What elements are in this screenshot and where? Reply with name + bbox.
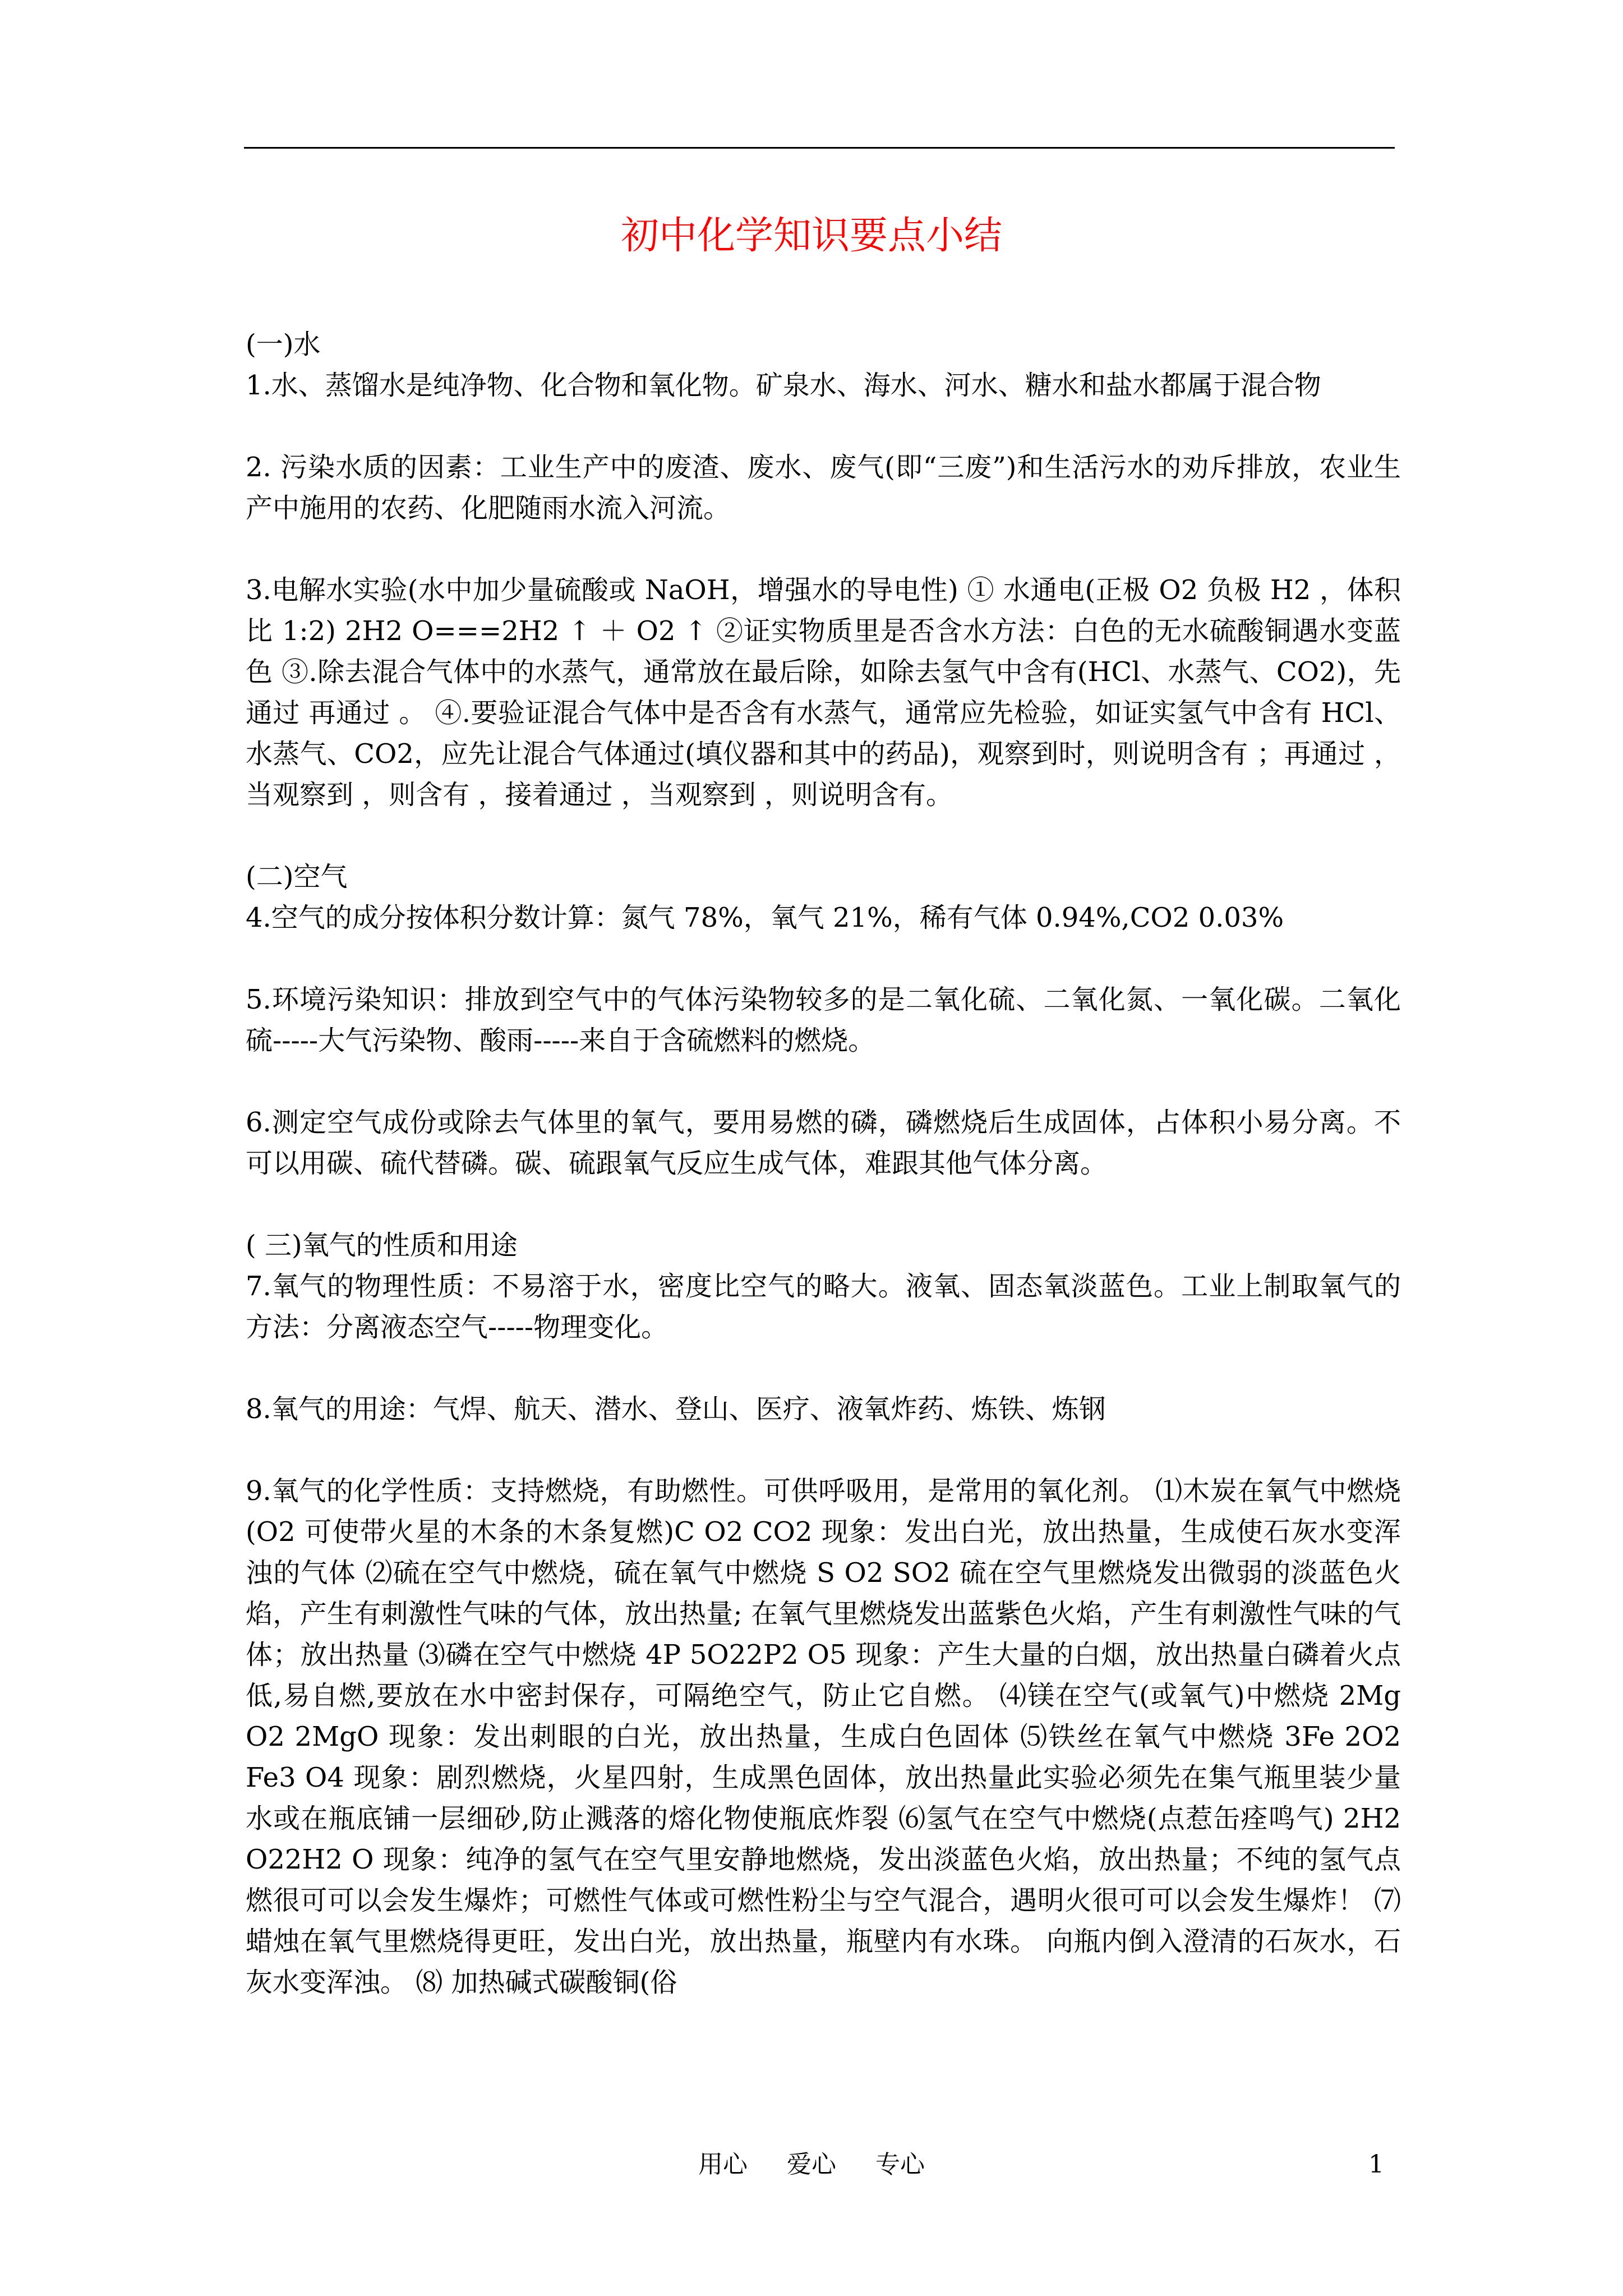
paragraph: 2. 污染水质的因素：工业生产中的废渣、废水、废气(即“三废”)和生活污水的劝斥排放，农业生产中施用的农药、化肥随雨水流入河流。 [246, 452, 1401, 524]
header-rule [244, 147, 1395, 149]
paragraph-gap [246, 816, 1401, 857]
paragraph-gap [246, 1184, 1401, 1225]
paragraph: 1.水、蒸馏水是纯净物、化合物和氧化物。矿泉水、海水、河水、糖水和盐水都属于混合物 [246, 370, 1321, 401]
paragraph: 4.空气的成分按体积分数计算：氮气 78%，氧气 21%，稀有气体 0.94%,CO2 0.03% [246, 902, 1284, 933]
paragraph: 8.氧气的用途：气焊、航天、潜水、登山、医疗、液氧炸药、炼铁、炼钢 [246, 1393, 1106, 1425]
paragraph-gap [246, 406, 1401, 447]
paragraph-gap [246, 1430, 1401, 1471]
footer-motto-2: 爱心 [787, 2150, 836, 2179]
footer-motto-3: 专心 [875, 2150, 925, 2179]
paragraph: 3.电解水实验(水中加少量硫酸或 NaOH，增强水的导电性) ① 水通电(正极 O2 负极 H2 ，体积比 1:2) 2H2 O===2H2 ↑ ＋ O2 ↑ ②证实物质里是否含水方法：白色的无水硫酸铜遇水变蓝色 ③.除去混合气体中的水蒸气，通常放在最后除，如除去氢气中含有(HCl、水蒸气、CO2)，先通过 再通过 。 ④.要验证混合气体中是否含有水蒸气，通常应先检验，如证实氢气中含有 HCl、水蒸气、CO2，应先让混合气体通过(填仪器和其中的药品)，观察到时，则说明含有 ；再通过 ，当观察到 ，则含有 ，接着通过 ，当观察到 ，则说明含有。 [246, 574, 1401, 811]
document-title: 初中化学知识要点小结 [620, 214, 1002, 258]
footer-motto-1: 用心 [698, 2150, 748, 2179]
section-heading: (一)水 [246, 329, 321, 360]
paragraph: 6.测定空气成份或除去气体里的氧气，要用易燃的磷，磷燃烧后生成固体，占体积小易分离。不可以用碳、硫代替磷。碳、硫跟氧气反应生成气体，难跟其他气体分离。 [246, 1107, 1401, 1179]
paragraph: 9.氧气的化学性质：支持燃烧，有助燃性。可供呼吸用，是常用的氧化剂。 ⑴木炭在氧气中燃烧(O2 可使带火星的木条的木条复燃)C O2 CO2 现象：发出白光，放出热量，生成使石灰水变浑浊的气体 ⑵硫在空气中燃烧，硫在氧气中燃烧 S O2 SO2 硫在空气里燃烧发出微弱的淡蓝色火焰，产生有刺激性气味的气体，放出热量; 在氧气里燃烧发出蓝紫色火焰，产生有刺激性气味的气体；放出热量 ⑶磷在空气中燃烧 4P 5O22P2 O5 现象：产生大量的白烟，放出热量白磷着火点低,易自燃,要放在水中密封保存，可隔绝空气，防止它自燃。 ⑷镁在空气(或氧气)中燃烧 2Mg O2 2MgO 现象：发出刺眼的白光，放出热量，生成白色固体 ⑸铁丝在氧气中燃烧 3Fe 2O2 Fe3 O4 现象：剧烈燃烧，火星四射，生成黑色固体，放出热量此实验必须先在集气瓶里装少量水或在瓶底铺一层细砂,防止溅落的熔化物使瓶底炸裂 ⑹氢气在空气中燃烧(点惹缶痊鸣气) 2H2 O22H2 O 现象：纯净的氢气在空气里安静地燃烧，发出淡蓝色火焰，放出热量；不纯的氢气点燃很可可以会发生爆炸；可燃性气体或可燃性粉尘与空气混合，遇明火很可可以会发生爆炸！ ⑺蜡烛在氧气里燃烧得更旺，发出白光，放出热量，瓶壁内有水珠。 向瓶内倒入澄清的石灰水，石灰水变浑浊。 ⑻ 加热碱式碳酸铜(俗 [246, 1475, 1401, 1998]
document-body [246, 324, 1401, 2003]
section-heading: (二)空气 [246, 861, 348, 892]
paragraph: 7.氧气的物理性质：不易溶于水，密度比空气的略大。液氧、固态氧淡蓝色。工业上制取氧气的方法：分离液态空气-----物理变化。 [246, 1271, 1401, 1343]
paragraph-gap [246, 1061, 1401, 1102]
section-heading: ( 三)氧气的性质和用途 [246, 1230, 518, 1261]
paragraph: 5.环境污染知识：排放到空气中的气体污染物较多的是二氧化硫、二氧化氮、一氧化碳。二氧化硫-----大气污染物、酸雨-----来自于含硫燃料的燃烧。 [246, 984, 1401, 1056]
paragraph-gap [246, 1348, 1401, 1389]
paragraph-gap [246, 938, 1401, 979]
page-number: 1 [1368, 2150, 1384, 2179]
paragraph-gap [246, 529, 1401, 570]
